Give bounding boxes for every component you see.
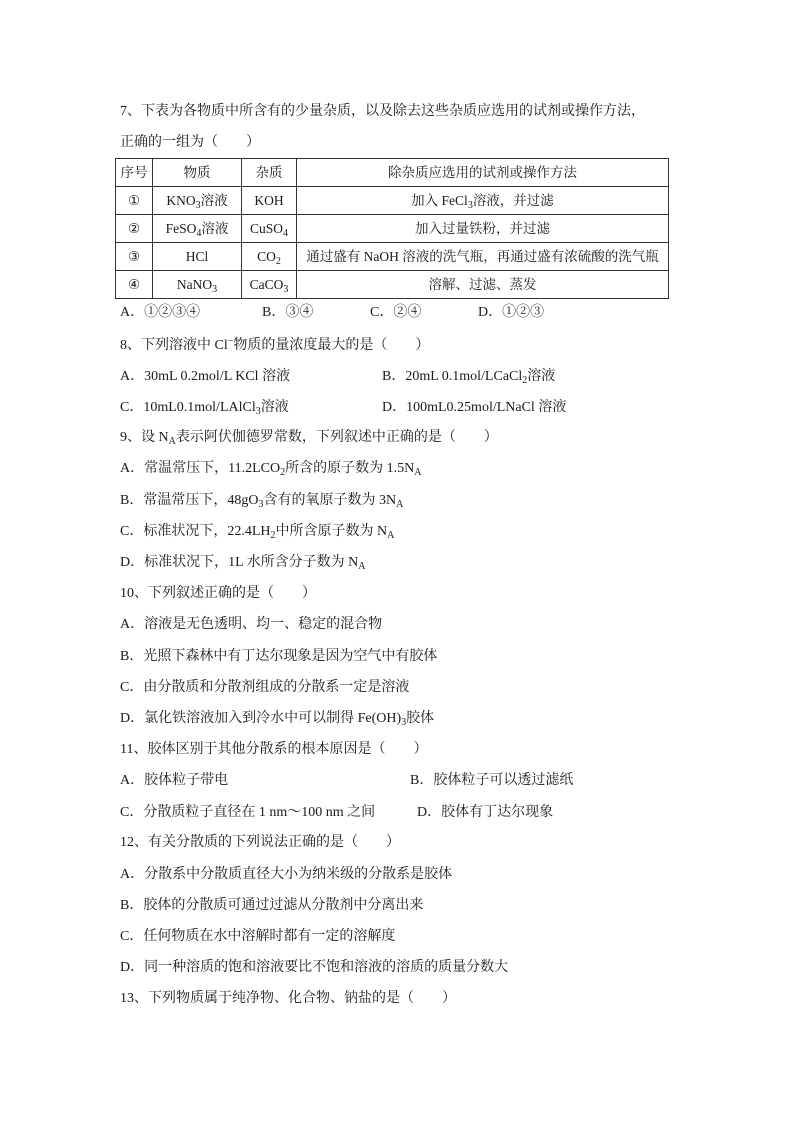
text-run: 含有的氧原子数为 3N bbox=[263, 493, 397, 508]
q11-stem: 11、胶体区别于其他分散系的根本原因是（ ） bbox=[120, 742, 428, 757]
text-run: 物质的量浓度最大的是（ ） bbox=[233, 338, 430, 353]
q12-stem: 12、有关分散质的下列说法正确的是（ ） bbox=[120, 835, 400, 850]
header-method: 除杂质应选用的试剂或操作方法 bbox=[297, 159, 669, 187]
q13-stem: 13、下列物质属于纯净物、化合物、钠盐的是（ ） bbox=[120, 991, 456, 1006]
q12-option-b: B．胶体的分散质可通过过滤从分散剂中分离出来 bbox=[120, 898, 424, 913]
text-run: C．标准状况下，22.4LH bbox=[120, 524, 271, 539]
q11-option-d: D．胶体有丁达尔现象 bbox=[417, 805, 554, 820]
q12-option-c: C．任何物质在水中溶解时都有一定的溶解度 bbox=[120, 929, 396, 944]
superscript: − bbox=[227, 336, 234, 347]
text-run: 中所含原子数为 N bbox=[275, 524, 388, 539]
q12-option-d: D．同一种溶质的饱和溶液要比不饱和溶液的溶质的质量分数大 bbox=[120, 960, 509, 975]
text-run: 溶液 bbox=[200, 192, 228, 208]
subscript: 3 bbox=[258, 499, 264, 510]
cell-impurity bbox=[242, 271, 297, 299]
cell-impurity bbox=[242, 187, 297, 215]
subscript: 2 bbox=[275, 255, 281, 267]
text-run: FeSO bbox=[165, 220, 197, 236]
cell-method bbox=[297, 187, 669, 215]
table-row bbox=[116, 215, 669, 243]
table-row bbox=[116, 187, 669, 215]
text-run: KNO bbox=[166, 192, 196, 208]
text-run: NaNO bbox=[176, 276, 213, 292]
subscript: 3 bbox=[212, 283, 218, 295]
q7-option-b: B．③④ bbox=[262, 305, 314, 320]
q10-option-c bbox=[120, 678, 409, 698]
text-run: D．氯化铁溶液加入到冷水中可以制得 Fe(OH) bbox=[120, 711, 402, 726]
subscript: 4 bbox=[283, 227, 288, 239]
q10-stem: 10、下列叙述正确的是（ ） bbox=[120, 586, 316, 601]
q10-option-d bbox=[120, 709, 434, 729]
subscript: A bbox=[396, 499, 404, 510]
text-run: D．标准状况下，1L 水所含分子数为 N bbox=[120, 555, 359, 570]
q10-option-a bbox=[120, 615, 382, 635]
q8-option-c bbox=[120, 398, 289, 418]
q7-stem-line2: 正确的一组为（ ） bbox=[120, 135, 260, 150]
cell-substance bbox=[153, 271, 242, 299]
q8-option-a bbox=[120, 367, 290, 387]
q11-option-b: B．胶体粒子可以透过滤纸 bbox=[410, 773, 574, 788]
text-run: CuSO bbox=[249, 220, 283, 236]
q9-option-d bbox=[120, 553, 366, 573]
cell-method bbox=[297, 271, 669, 299]
cell-substance bbox=[153, 215, 242, 243]
cell-impurity bbox=[242, 215, 297, 243]
text-run: 通过盛有 NaOH 溶液的洗气瓶，再通过盛有浓硫酸的洗气瓶 bbox=[306, 248, 659, 264]
text-run: 加入过量铁粉，并过滤 bbox=[415, 220, 550, 236]
text-run: 胶体 bbox=[406, 711, 435, 726]
header-substance: 物质 bbox=[153, 159, 242, 187]
header-no: 序号 bbox=[116, 159, 153, 187]
subscript: A bbox=[358, 561, 366, 572]
subscript: A bbox=[387, 530, 395, 541]
q9-option-a bbox=[120, 459, 421, 479]
q7-stem-line1: 7、下表为各物质中所含有的少量杂质，以及除去这些杂质应选用的试剂或操作方法， bbox=[120, 104, 645, 119]
table-header-row bbox=[116, 159, 669, 187]
subscript: 2 bbox=[270, 530, 276, 541]
header-impurity: 杂质 bbox=[242, 159, 297, 187]
text-run: C．10mL0.1mol/LAlCl bbox=[120, 400, 256, 415]
text-run: HCl bbox=[185, 248, 209, 264]
q8-stem bbox=[120, 336, 429, 356]
text-run: 溶液 bbox=[201, 220, 229, 236]
q7-option-a: A．①②③④ bbox=[120, 305, 201, 320]
cell-impurity bbox=[242, 243, 297, 271]
cell-no: ② bbox=[116, 215, 153, 243]
subscript: 2 bbox=[280, 467, 286, 478]
q12-option-a: A．分散系中分散质直径大小为纳米级的分散系是胶体 bbox=[120, 867, 453, 882]
subscript: A bbox=[414, 467, 422, 478]
table-row bbox=[116, 271, 669, 299]
text-run: 溶液，并过滤 bbox=[472, 192, 554, 208]
subscript: 3 bbox=[255, 406, 261, 417]
q11-option-a: A．胶体粒子带电 bbox=[120, 773, 229, 788]
text-run: CaCO bbox=[249, 276, 284, 292]
cell-no: ① bbox=[116, 187, 153, 215]
text-run: 所含的原子数为 1.5N bbox=[285, 461, 415, 476]
text-run: KOH bbox=[254, 192, 284, 208]
text-run: C．由分散质和分散剂组成的分散系一定是溶液 bbox=[120, 680, 410, 695]
cell-no: ④ bbox=[116, 271, 153, 299]
cell-substance bbox=[153, 243, 242, 271]
text-run: 溶液 bbox=[527, 369, 556, 384]
q9-stem bbox=[120, 428, 498, 448]
q7-impurity-table bbox=[115, 158, 669, 299]
subscript: 3 bbox=[195, 199, 201, 211]
subscript: 4 bbox=[196, 227, 202, 239]
text-run: 8、下列溶液中 Cl bbox=[120, 338, 228, 353]
cell-substance bbox=[153, 187, 242, 215]
subscript: 3 bbox=[283, 283, 289, 295]
text-run: A．常温常压下，11.2LCO bbox=[120, 461, 281, 476]
subscript: A bbox=[168, 436, 176, 447]
q8-option-b bbox=[382, 367, 555, 387]
cell-method bbox=[297, 243, 669, 271]
table-row bbox=[116, 243, 669, 271]
text-run: A．溶液是无色透明、均一、稳定的混合物 bbox=[120, 617, 383, 632]
text-run: 9、设 N bbox=[120, 430, 169, 445]
text-run: B．20mL 0.1mol/LCaCl bbox=[382, 369, 523, 384]
subscript: 3 bbox=[401, 717, 407, 728]
q10-option-b bbox=[120, 647, 437, 667]
q7-option-c: C．②④ bbox=[370, 305, 422, 320]
text-run: 表示阿伏伽德罗常数，下列叙述中正确的是（ ） bbox=[175, 430, 498, 445]
subscript: 3 bbox=[467, 199, 473, 211]
subscript: 2 bbox=[522, 375, 528, 386]
q9-option-c bbox=[120, 522, 394, 542]
text-run: 溶解、过滤、蒸发 bbox=[428, 276, 537, 292]
text-run: CO bbox=[257, 248, 276, 264]
text-run: 加入 FeCl bbox=[411, 192, 468, 208]
text-run: B．光照下森林中有丁达尔现象是因为空气中有胶体 bbox=[120, 649, 438, 664]
text-run: 溶液 bbox=[260, 400, 289, 415]
q11-option-c: C．分散质粒子直径在 1 nm～100 nm 之间 bbox=[120, 805, 376, 820]
q9-option-b bbox=[120, 491, 403, 511]
text-run: D．100mL0.25mol/LNaCl 溶液 bbox=[382, 400, 567, 415]
q8-option-d bbox=[382, 398, 566, 418]
cell-method bbox=[297, 215, 669, 243]
text-run: B．常温常压下，48gO bbox=[120, 493, 259, 508]
cell-no: ③ bbox=[116, 243, 153, 271]
q7-option-d: D．①②③ bbox=[478, 305, 545, 320]
text-run: A．30mL 0.2mol/L KCl 溶液 bbox=[120, 369, 291, 384]
